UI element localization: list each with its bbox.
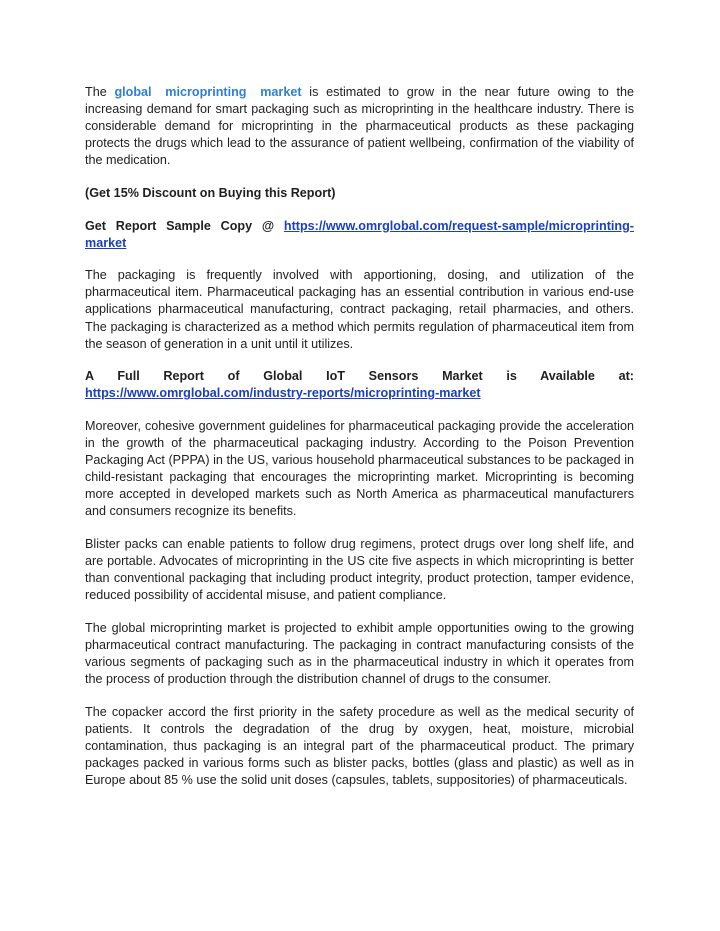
intro-paragraph [85, 84, 634, 169]
report-link[interactable]: https://www.omrglobal.com/industry-reports/microprinting-market [85, 386, 481, 401]
packaging-paragraph: The packaging is frequently involved with apportioning, dosing, and utilization of the pharmaceutical item. Pharmaceutical packaging has an essential contribution in various end-use applications pharmaceutical manufacturing, contract packaging, retail pharmacies, and others. The packaging is characterized as a method which permits regulation of pharmaceutical item from the season of generation in a unit until it utilizes. [85, 268, 634, 351]
intro-text-start: The [85, 85, 115, 99]
report-block [85, 368, 634, 402]
sample-link[interactable]: https://www.omrglobal.com/request-sample/microprinting-market [85, 218, 634, 250]
document-body [85, 84, 634, 789]
sample-paragraph [85, 218, 634, 252]
report-label: A Full Report of Global IoT Sensors Market is Available at: [85, 369, 634, 384]
sample-label: Get Report Sample Copy @ [85, 218, 284, 233]
blister-paragraph: Blister packs can enable patients to follow drug regimens, protect drugs over long shelf life, and are portable. Advocates of microprinting in the US cite five aspects in which microprinting is better than conventional packaging that including product integrity, product protection, tamper evidence, reduced possibility of accidental misuse, and patient compliance. [85, 536, 634, 603]
intro-text-rest: is estimated to grow in the near future owing to the increasing demand for smart packaging such as microprinting in the healthcare industry. There is considerable demand for microprinting in the pharmaceutical products as these packaging protects the drugs which lead to the assurance of patient wellbeing, confirmation of the viability of the medication. [85, 85, 634, 168]
discount-heading: (Get 15% Discount on Buying this Report) [85, 185, 336, 200]
copacker-paragraph: The copacker accord the first priority in the safety procedure as well as the medical security of patients. It controls the degradation of the drug by oxygen, heat, moisture, microbial contamination, thus packaging is an integral part of the pharmaceutical product. The primary packages packed in various forms such as blister packs, bottles (glass and plastic) as well as in Europe about 85 % use the solid unit doses (capsules, tablets, suppositories) of pharmaceuticals. [85, 704, 634, 788]
guidelines-paragraph: Moreover, cohesive government guidelines for pharmaceutical packaging provide the acceleration in the growth of the pharmaceutical packaging industry. According to the Poison Prevention Packaging Act (PPPA) in the US, various household pharmaceutical substances to be packaged in child-resistant packaging that encourages the microprinting market. Microprinting is becoming more accepted in developed markets such as North America as pharmaceutical manufacturers and consumers recognize its benefits. [85, 418, 634, 519]
keyword-link[interactable]: global microprinting market [114, 85, 302, 99]
contract-paragraph: The global microprinting market is projected to exhibit ample opportunities owing to the growing pharmaceutical contract manufacturing. The packaging in contract manufacturing consists of the various segments of packaging such as in the pharmaceutical industry in which it operates from the process of production through the distribution channel of drugs to the consumer. [85, 620, 634, 687]
